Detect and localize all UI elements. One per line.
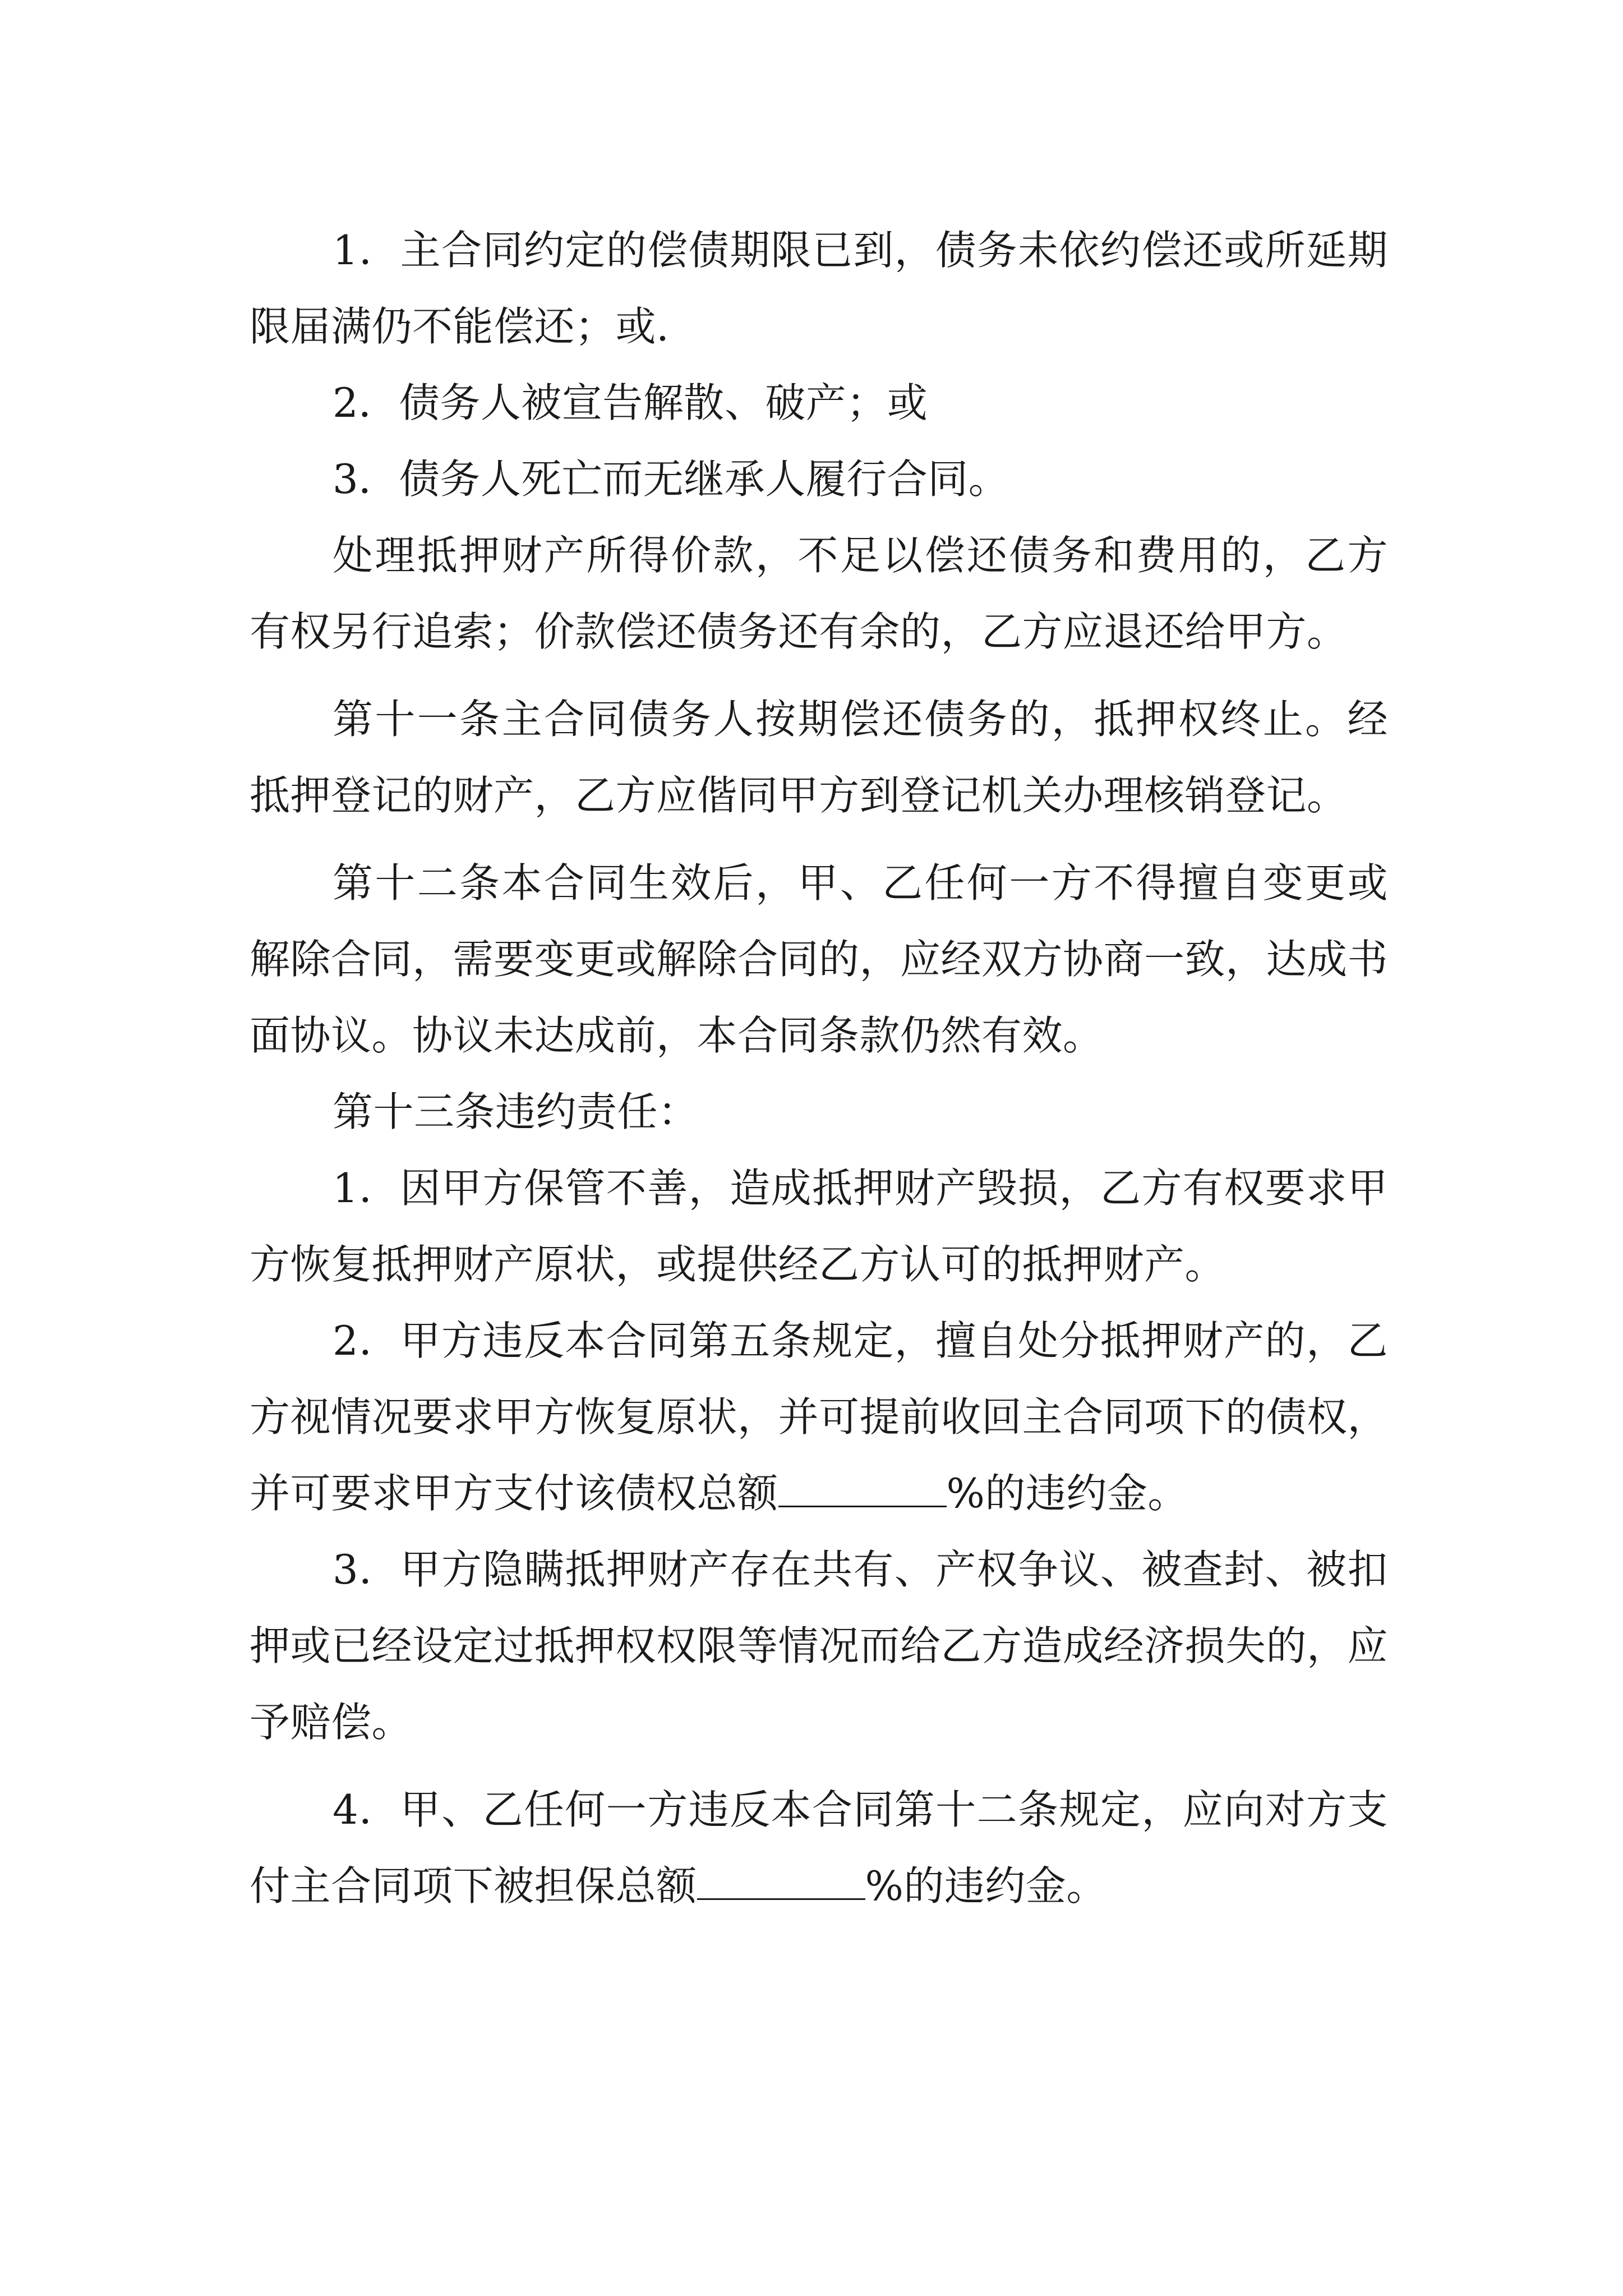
liability-item-2 xyxy=(250,1303,1388,1531)
article-12: 第十二条本合同生效后，甲、乙任何一方不得擅自变更或解除合同，需要变更或解除合同的，应经双方协商一致，达成书面协议。协议未达成前，本合同条款仍然有效。 xyxy=(250,859,1389,1059)
liability-item-4-suffix: %的违约金。 xyxy=(865,1862,1107,1910)
liability-item-1: 1．因甲方保管不善，造成抵押财产毁损，乙方有权要求甲方恢复抵押财产原状，或提供经乙方认可的抵押财产。 xyxy=(250,1165,1388,1288)
clause-item-2: 2．债务人被宣告解散、破产；或 xyxy=(333,379,928,426)
document-body xyxy=(250,212,1388,1924)
liability-item-4 xyxy=(250,1772,1388,1924)
percentage-blank xyxy=(697,1867,865,1900)
liability-item-2-suffix: %的违约金。 xyxy=(946,1470,1188,1517)
liability-item-2-text: 2．甲方违反本合同第五条规定，擅自处分抵押财产的，乙方视情况要求甲方恢复原状，并可提前收回主合同项下的债权，并可要求甲方支付该债权总额 xyxy=(250,1317,1389,1517)
clause-item-3: 3．债务人死亡而无继承人履行合同。 xyxy=(333,455,1009,503)
liability-item-4-text: 4．甲、乙任何一方违反本合同第十二条规定，应向对方支付主合同项下被担保总额 xyxy=(250,1786,1388,1910)
disposal-paragraph: 处理抵押财产所得价款，不足以偿还债务和费用的，乙方有权另行追索；价款偿还债务还有余的，乙方应退还给甲方。 xyxy=(250,532,1388,655)
clause-item-1: 1．主合同约定的偿债期限已到，债务未依约偿还或所延期限届满仍不能偿还；或. xyxy=(250,227,1388,350)
article-11: 第十一条主合同债务人按期偿还债务的，抵押权终止。经抵押登记的财产，乙方应偕同甲方到登记机关办理核销登记。 xyxy=(250,696,1388,819)
percentage-blank xyxy=(778,1474,947,1507)
liability-item-3: 3．甲方隐瞒抵押财产存在共有、产权争议、被查封、被扣押或已经设定过抵押权权限等情况而给乙方造成经济损失的，应予赔偿。 xyxy=(250,1546,1389,1746)
article-13-heading: 第十三条违约责任： xyxy=(333,1088,699,1135)
